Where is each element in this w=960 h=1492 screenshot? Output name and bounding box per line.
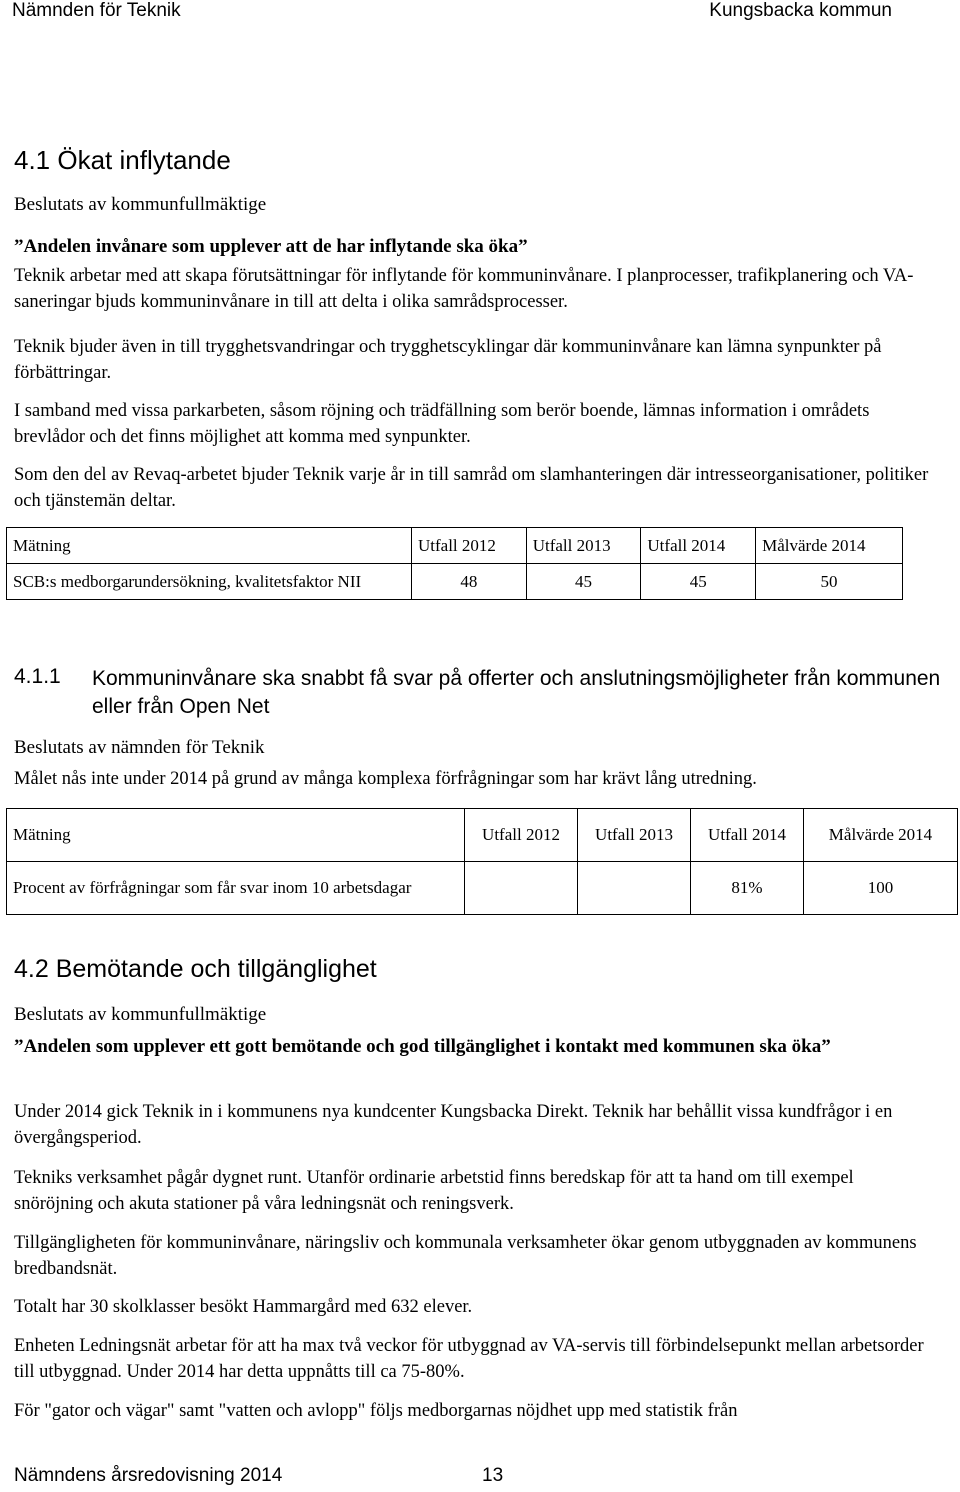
table-cell: 45: [641, 564, 756, 600]
section-4-1-heading: 4.1 Ökat inflytande: [14, 145, 231, 175]
paragraph: Tillgängligheten för kommuninvånare, näringsliv och kommunala verksamheter ökar genom utbyggnaden av kommunens bredbandsnät.: [14, 1233, 917, 1279]
table-cell: 100: [804, 862, 958, 915]
table-header-cell: Mätning: [7, 809, 465, 862]
table-cell: 45: [526, 564, 641, 600]
paragraph: Tekniks verksamhet pågår dygnet runt. Utanför ordinarie arbetstid finns beredskap för att ta hand om till exempel snöröjning och akuta stationer på våra ledningsnät och reningsverk.: [14, 1168, 854, 1214]
table-header-row: [7, 809, 958, 862]
table-header-cell: Utfall 2013: [526, 528, 641, 564]
table-cell: [578, 862, 691, 915]
paragraph: Som den del av Revaq-arbetet bjuder Teknik varje år in till samråd om slamhanteringen där intresseorganisationer, politiker och tjänstemän deltar.: [14, 465, 929, 511]
section-4-2-heading: 4.2 Bemötande och tillgänglighet: [14, 955, 377, 983]
table-cell: SCB:s medborgarundersökning, kvalitetsfaktor NII: [7, 564, 412, 600]
table-cell: 81%: [691, 862, 804, 915]
page-number: 13: [482, 1465, 504, 1486]
header-right: Kungsbacka kommun: [709, 0, 892, 21]
header-left: Nämnden för Teknik: [12, 0, 181, 21]
section-4-2-decided-by: Beslutats av kommunfullmäktige: [14, 1004, 267, 1025]
measurement-table-4-1: [6, 527, 903, 600]
table-header-cell: Utfall 2014: [691, 809, 804, 862]
table-cell: 48: [412, 564, 527, 600]
table-cell: Procent av förfrågningar som får svar inom 10 arbetsdagar: [7, 862, 465, 915]
paragraph: Enheten Ledningsnät arbetar för att ha max två veckor för utbyggnad av VA-servis till förbindelsepunkt mellan arbetsorder till utbyggnad. Under 2014 har detta uppnåtts till ca 75-80%.: [14, 1336, 924, 1382]
table-header-cell: Utfall 2014: [641, 528, 756, 564]
footer-title: Nämndens årsredovisning 2014: [14, 1465, 283, 1486]
table-header-cell: Utfall 2013: [578, 809, 691, 862]
paragraph: Under 2014 gick Teknik in i kommunens nya kundcenter Kungsbacka Direkt. Teknik har behållit vissa kundfrågor i en övergångsperiod.: [14, 1102, 893, 1148]
paragraph: Teknik bjuder även in till trygghetsvandringar och trygghetscyklingar där kommuninvånare kan lämna synpunkter på förbättringar.: [14, 337, 882, 383]
table-row: [7, 564, 903, 600]
section-4-1-1-heading: Kommuninvånare ska snabbt få svar på offerter och anslutningsmöjligheter från kommunen eller från Open Net: [92, 667, 941, 718]
table-header-cell: Målvärde 2014: [804, 809, 958, 862]
table-header-cell: Utfall 2012: [465, 809, 578, 862]
paragraph: I samband med vissa parkarbeten, såsom röjning och trädfällning som berör boende, lämnas information i områdets brevlådor och det finns möjlighet att komma med synpunkter.: [14, 401, 870, 447]
section-4-1-goal: ”Andelen invånare som upplever att de har inflytande ska öka”: [14, 236, 528, 257]
paragraph: För "gator och vägar" samt "vatten och avlopp" följs medborgarnas nöjdhet upp med statistik från: [14, 1401, 738, 1421]
paragraph: Målet nås inte under 2014 på grund av många komplexa förfrågningar som har krävt lång utredning.: [14, 769, 757, 789]
table-header-cell: Målvärde 2014: [756, 528, 903, 564]
table-header-row: [7, 528, 903, 564]
section-4-1-decided-by: Beslutats av kommunfullmäktige: [14, 194, 267, 215]
table-row: [7, 862, 958, 915]
section-4-2-goal: ”Andelen som upplever ett gott bemötande och god tillgänglighet i kontakt med kommunen ska öka”: [14, 1036, 831, 1057]
table-cell: [465, 862, 578, 915]
paragraph: Teknik arbetar med att skapa förutsättningar för inflytande för kommuninvånare. I planprocesser, trafikplanering och VA-saneringar bjuds kommuninvånare in till att delta i olika samrådsprocesser.: [14, 266, 914, 312]
measurement-table-4-1-1: [6, 808, 958, 915]
paragraph: Totalt har 30 skolklasser besökt Hammargård med 632 elever.: [14, 1297, 473, 1317]
table-header-cell: Utfall 2012: [412, 528, 527, 564]
section-4-1-1-number: 4.1.1: [14, 665, 61, 688]
table-cell: 50: [756, 564, 903, 600]
table-header-cell: Mätning: [7, 528, 412, 564]
section-4-1-1-decided-by: Beslutats av nämnden för Teknik: [14, 737, 265, 758]
